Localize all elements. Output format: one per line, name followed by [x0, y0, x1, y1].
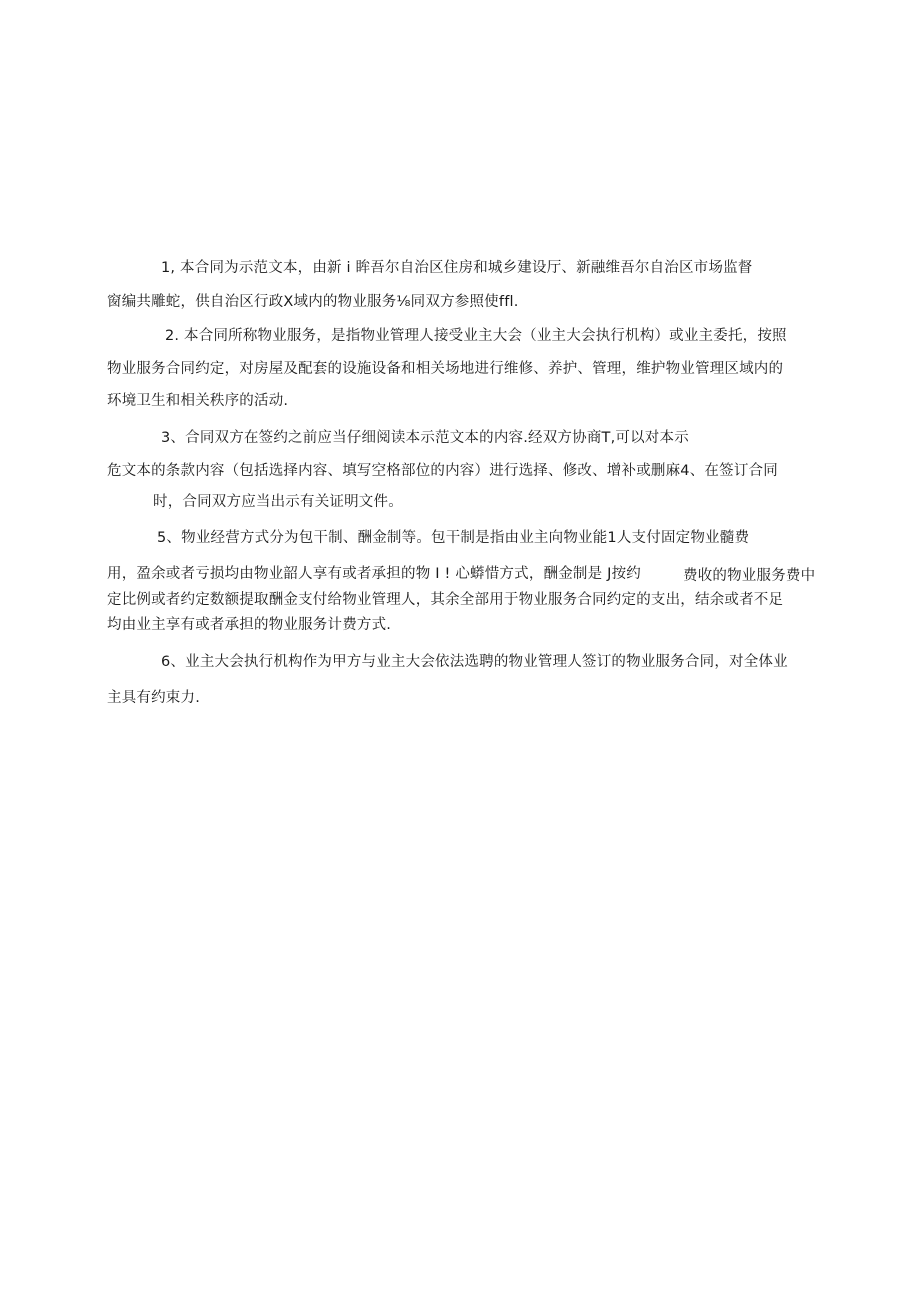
paragraph-5-line-2a: 用，盈余或者亏损均由物业韶人享有或者承担的物 I ! 心蟒惜方式，酬金制是 J按约 — [107, 566, 641, 582]
paragraph-6-line-1: 6、业主大会执行机构作为甲方与业主大会依法选聘的物业管理人签订的物业服务合同，对全体业 — [161, 654, 788, 670]
paragraph-6-line-2: 主具有约束力. — [107, 690, 201, 706]
paragraph-5-line-2b: 费收的物业服务费中 — [683, 568, 816, 584]
paragraph-2-line-3: 环境卫生和相关秩序的活动. — [107, 393, 289, 409]
paragraph-2-line-1: 2. 本合同所称物业服务，是指物业管理人接受业主大会（业主大会执行机构）或业主委托，按照 — [165, 328, 787, 344]
paragraph-2-line-2: 物业服务合同约定，对房屋及配套的设施设备和相关场地进行维修、养护、管理，维护物业管理区域内的 — [107, 361, 784, 377]
paragraph-5-line-1: 5、物业经营方式分为包干制、酬金制等。包干制是指由业主向物业能1人支付固定物业髓费 — [157, 530, 750, 546]
paragraph-3-line-3: 时，合同双方应当出示有关证明文件。 — [153, 494, 403, 510]
paragraph-1-line-2: 窗编共雕蛇，供自治区行政X域内的物业服务⅛同双方参照使ffl. — [107, 294, 519, 310]
paragraph-3-line-1: 3、合同双方在签约之前应当仔细阅读本示范文本的内容.经双方协商T,可以对本示 — [161, 430, 689, 446]
paragraph-3-line-2: 危文本的条款内容（包括选择内容、填写空格部位的内容）进行选择、修改、增补或删麻4、在签订合同 — [107, 463, 778, 479]
paragraph-1-line-1: 1, 本合同为示范文本，由新 i 眸吾尔自治区住房和城乡建设厅、新融维吾尔自治区市场监督 — [161, 260, 753, 276]
paragraph-5-line-4: 均由业主享有或者承担的物业服务计费方式. — [107, 617, 392, 633]
paragraph-5-line-3: 定比例或者约定数额提取酬金支付给物业管理人，其余全部用于物业服务合同约定的支出，结余或者不足 — [107, 592, 784, 608]
